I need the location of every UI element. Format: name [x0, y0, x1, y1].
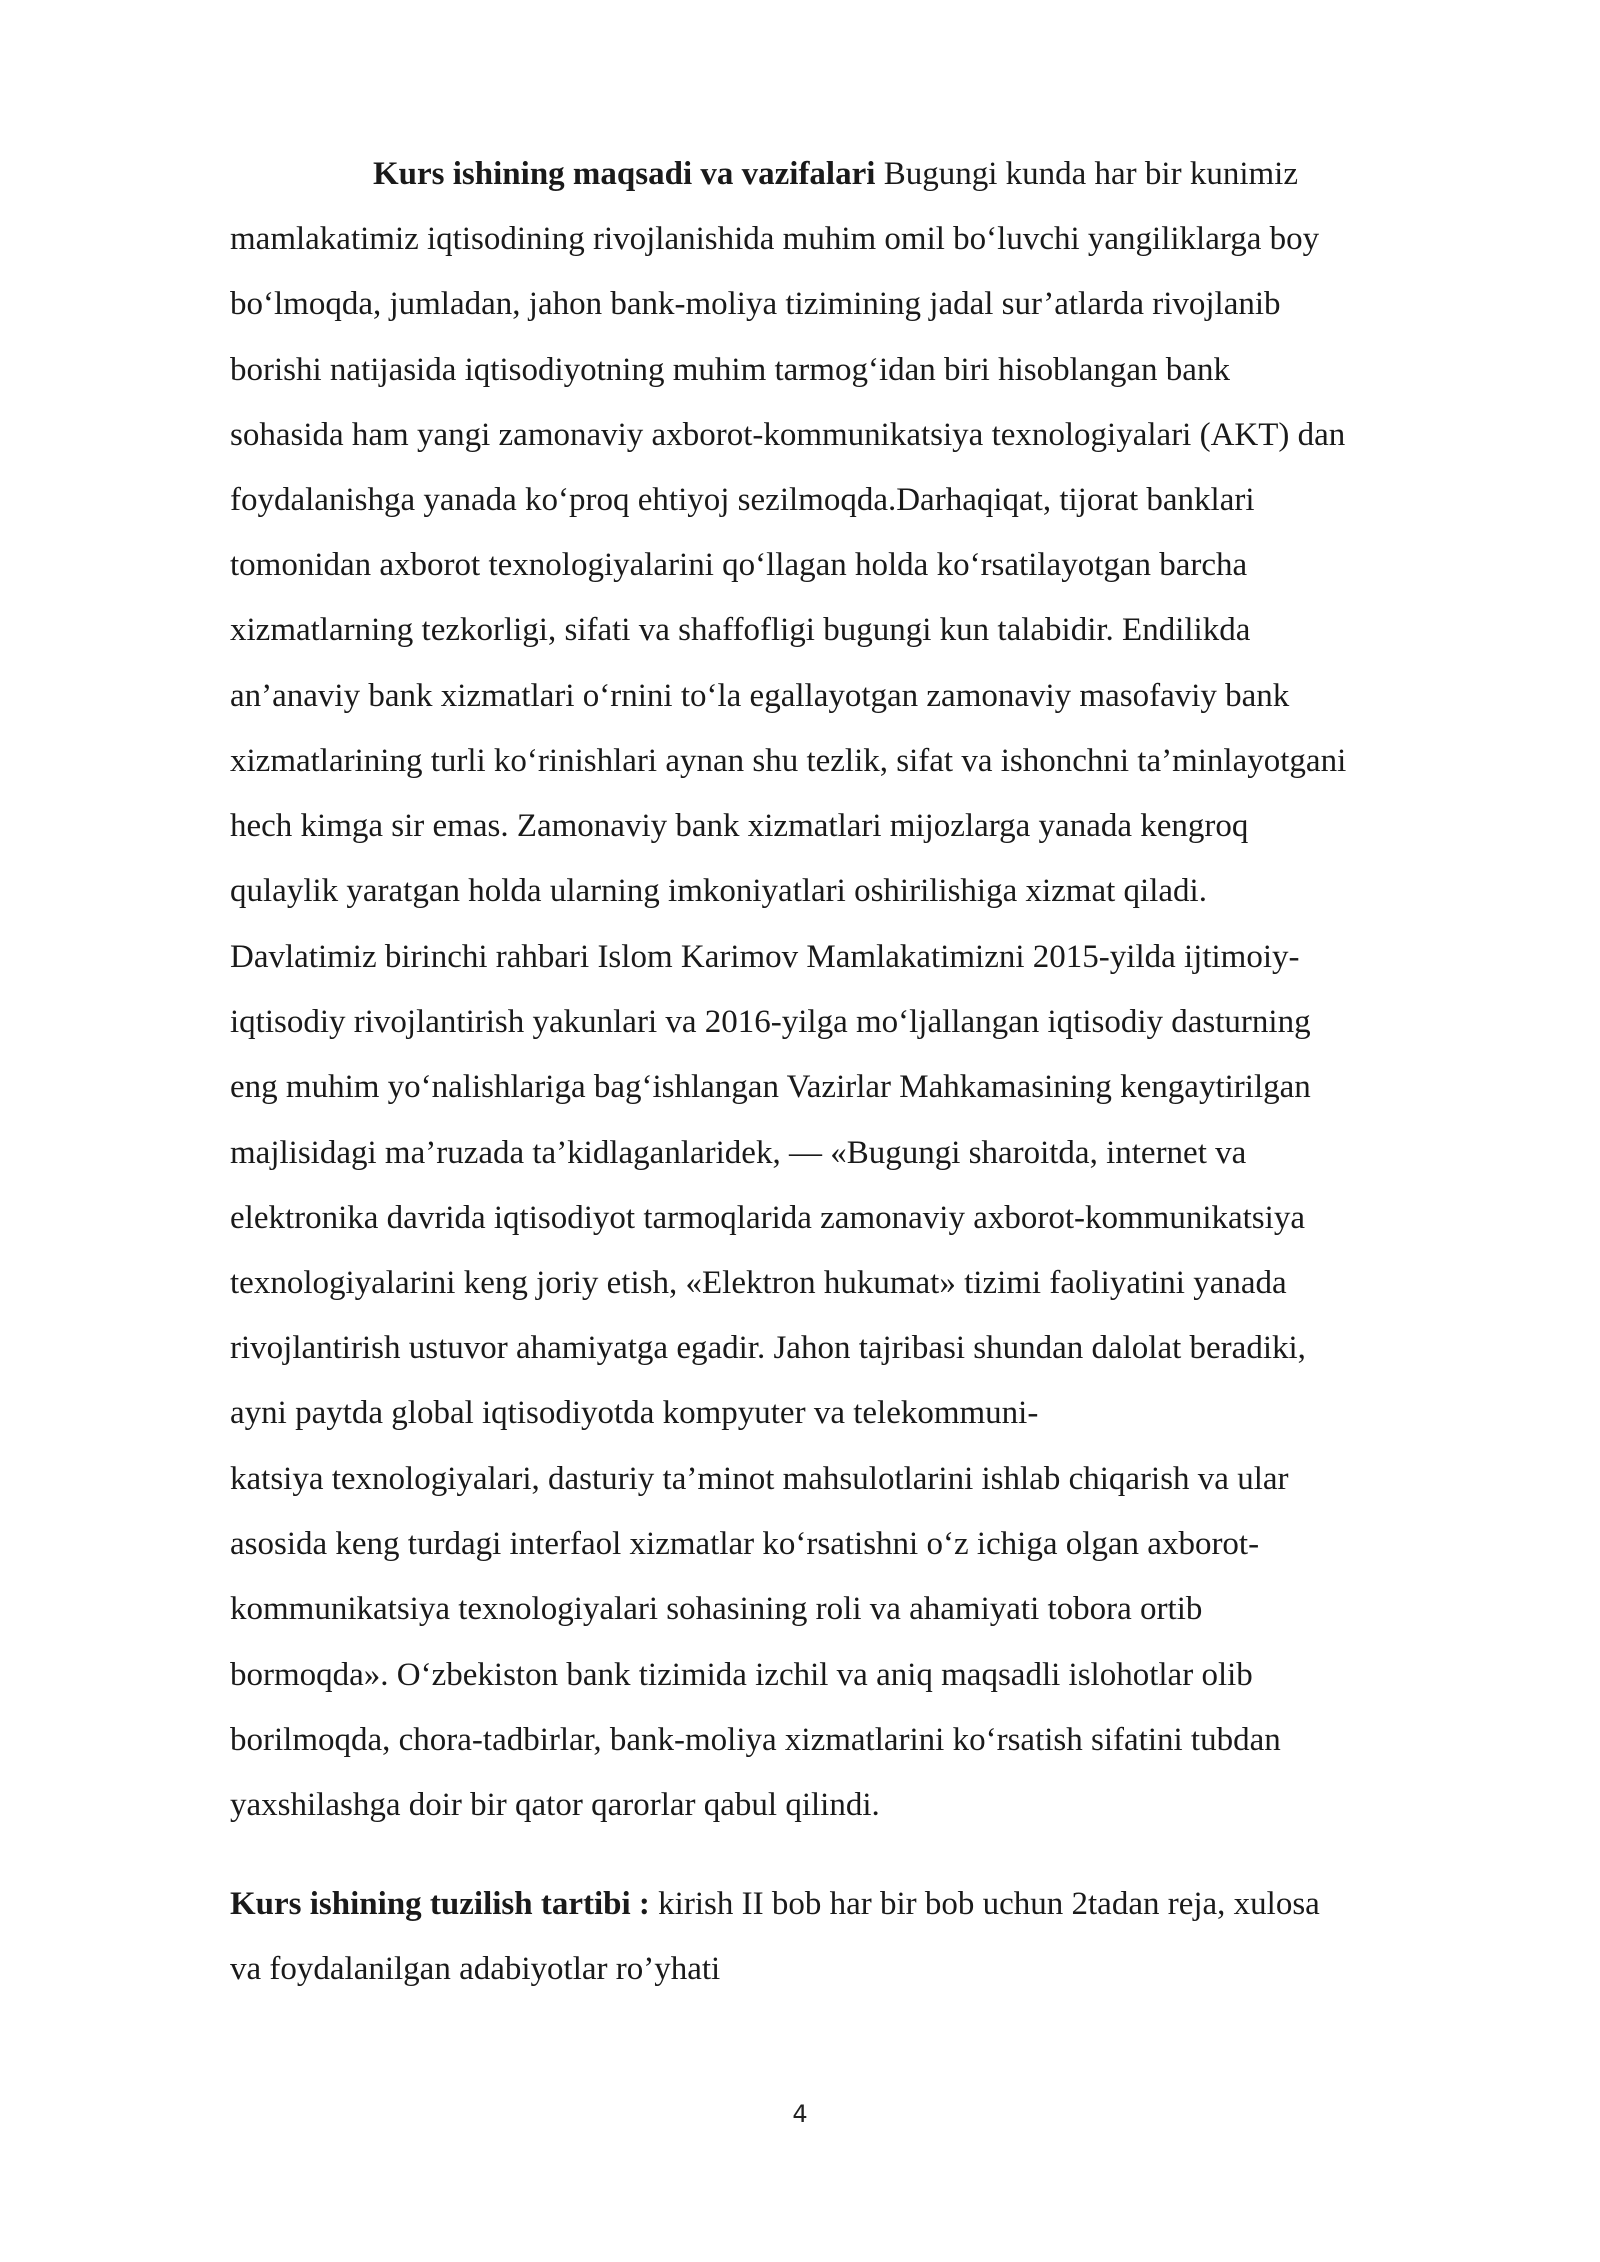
paragraph-line: Kurs ishining tuzilish tartibi : kirish II bob har bir bob uchun 2tadan reja, xulosa — [230, 1886, 1320, 1922]
paragraph-line: bo‘lmoqda, jumladan, jahon bank-moliya tizimining jadal sur’atlarda rivojlanib — [230, 286, 1281, 323]
page-number: 4 — [792, 2100, 808, 2128]
paragraph-line: iqtisodiy rivojlantirish yakunlari va 2016-yilga mo‘ljallangan iqtisodiy dasturning — [230, 1004, 1311, 1041]
paragraph-line: xizmatlarining turli ko‘rinishlari aynan shu tezlik, sifat va ishonchni ta’minlayotgani — [230, 742, 1347, 779]
paragraph-line: kommunikatsiya texnologiyalari sohasining roli va ahamiyati tobora ortib — [230, 1591, 1203, 1628]
paragraph-line: borilmoqda, chora-tadbirlar, bank-moliya xizmatlarini ko‘rsatish sifatini tubdan — [230, 1721, 1281, 1758]
paragraph-goals — [230, 142, 1492, 924]
paragraph-line: asosida keng turdagi interfaol xizmatlar ko‘rsatishni o‘z ichiga olgan axborot- — [230, 1526, 1260, 1563]
paragraph-line: hech kimga sir emas. Zamonaviy bank xizmatlari mijozlarga yanada kengroq — [230, 807, 1249, 844]
paragraph-line: ayni paytda global iqtisodiyotda kompyuter va telekommuni- — [230, 1395, 1039, 1432]
section-heading-goals: Kurs ishining maqsadi va vazifalari — [373, 156, 876, 192]
paragraph-line: borishi natijasida iqtisodiyotning muhim tarmog‘idan biri hisoblangan bank — [230, 351, 1230, 388]
paragraph-line: texnologiyalarini keng joriy etish, «Elektron hukumat» tizimi faoliyatini yanada — [230, 1264, 1287, 1301]
paragraph-line: elektronika davrida iqtisodiyot tarmoqlarida zamonaviy axborot-kommunikatsiya — [230, 1199, 1305, 1236]
section-heading-structure: Kurs ishining tuzilish tartibi : — [230, 1886, 650, 1922]
paragraph-line: mamlakatimiz iqtisodining rivojlanishida muhim omil bo‘luvchi yangiliklarga boy — [230, 221, 1320, 258]
paragraph-line: an’anaviy bank xizmatlari o‘rnini to‘la egallayotgan zamonaviy masofaviy bank — [230, 677, 1290, 714]
paragraph-line: katsiya texnologiyalari, dasturiy ta’minot mahsulotlarini ishlab chiqarish va ular — [230, 1461, 1289, 1497]
paragraph-line: bormoqda». O‘zbekiston bank tizimida izchil va aniq maqsadli islohotlar olib — [230, 1656, 1253, 1693]
paragraph-line: sohasida ham yangi zamonaviy axborot-kommunikatsiya texnologiyalari (AKT) dan — [230, 416, 1346, 453]
paragraph-continuation — [230, 1447, 1492, 1838]
paragraph-line: Davlatimiz birinchi rahbari Islom Karimov Mamlakatimizni 2015-yilda ijtimoiy- — [230, 939, 1300, 975]
paragraph-line: va foydalanilgan adabiyotlar ro’yhati — [230, 1951, 721, 1988]
paragraph-line: majlisidagi ma’ruzada ta’kidlaganlaridek, — «Bugungi sharoitda, internet va — [230, 1134, 1247, 1171]
paragraph-line: yaxshilashga doir bir qator qarorlar qabul qilindi. — [230, 1786, 880, 1823]
paragraph-line: rivojlantirish ustuvor ahamiyatga egadir. Jahon tajribasi shundan dalolat beradiki, — [230, 1330, 1306, 1367]
paragraph-line: xizmatlarning tezkorligi, sifati va shaffofligi bugungi kun talabidir. Endilikda — [230, 612, 1251, 649]
paragraph-line: Kurs ishining maqsadi va vazifalari Bugungi kunda har bir kunimiz — [373, 156, 1298, 192]
paragraph-structure — [230, 1872, 1492, 2002]
paragraph-line: eng muhim yo‘nalishlariga bag‘ishlangan Vazirlar Mahkamasining kengaytirilgan — [230, 1069, 1311, 1106]
paragraph-line: foydalanishga yanada ko‘proq ehtiyoj sezilmoqda.Darhaqiqat, tijorat banklari — [230, 481, 1255, 518]
paragraph-line: qulaylik yaratgan holda ularning imkoniyatlari oshirilishiga xizmat qiladi. — [230, 873, 1207, 910]
paragraph-line: tomonidan axborot texnologiyalarini qo‘llagan holda ko‘rsatilayotgan barcha — [230, 547, 1248, 584]
paragraph-president-quote — [230, 925, 1492, 1447]
